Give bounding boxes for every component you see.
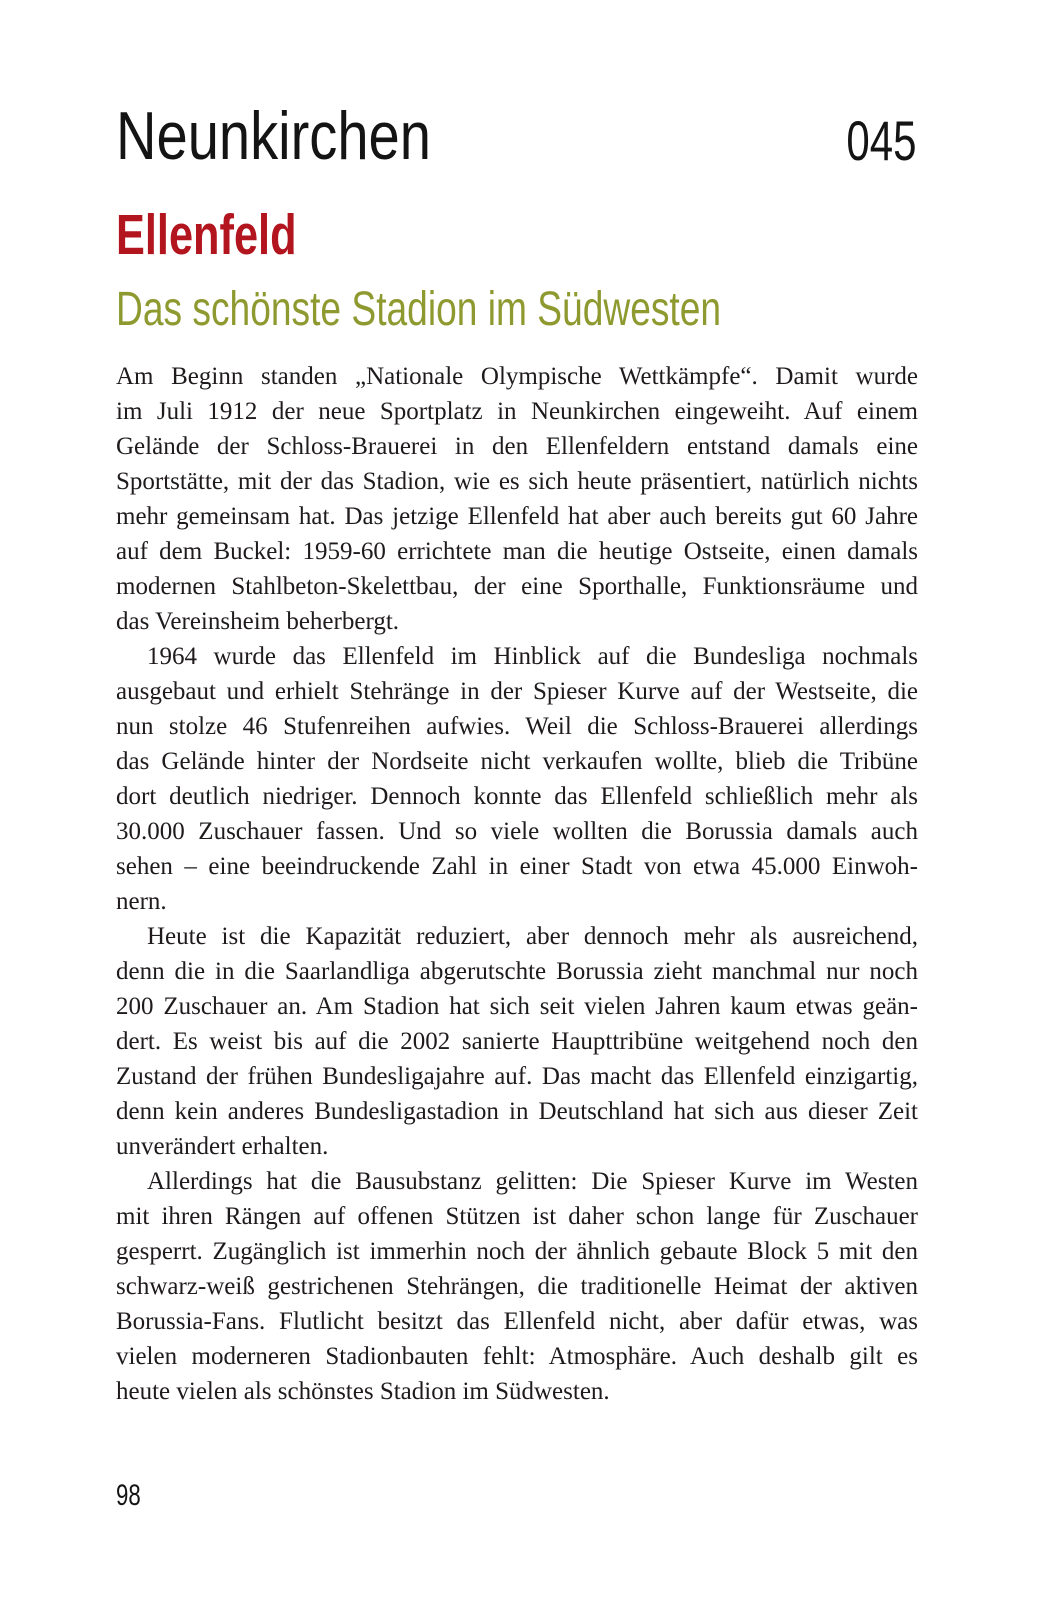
text-line: dert. Es weist bis auf die 2002 sanierte Haupttribüne weitgehend noch den xyxy=(116,1028,918,1055)
text-line: 30.000 Zuschauer fassen. Und so viele wollten die Borussia damals auch xyxy=(116,818,918,845)
entry-number: 045 xyxy=(845,109,916,172)
text-line: heute vielen als schönstes Stadion im Südwesten. xyxy=(116,1378,610,1405)
text-line: Allerdings hat die Bausubstanz gelitten: Die Spieser Kurve im Westen xyxy=(147,1168,918,1195)
text-line: vielen moderneren Stadionbauten fehlt: Atmosphäre. Auch deshalb gilt es xyxy=(116,1343,918,1370)
text-line: denn kein anderes Bundesligastadion in Deutschland hat sich aus dieser Zeit xyxy=(116,1098,918,1125)
text-line: Sportstätte, mit der das Stadion, wie es sich heute präsentiert, natürlich nichts xyxy=(116,468,918,495)
text-line: mehr gemeinsam hat. Das jetzige Ellenfeld hat aber auch bereits gut 60 Jahre xyxy=(116,503,918,530)
text-line: im Juli 1912 der neue Sportplatz in Neunkirchen eingeweiht. Auf einem xyxy=(116,398,918,425)
article-subtitle: Das schönste Stadion im Südwesten xyxy=(116,283,722,336)
text-line: denn die in die Saarlandliga abgerutschte Borussia zieht manchmal nur noch xyxy=(116,958,918,985)
article-body xyxy=(116,359,918,1409)
paragraph xyxy=(116,1164,918,1409)
text-line: ausgebaut und erhielt Stehränge in der Spieser Kurve auf der Westseite, die xyxy=(116,678,918,705)
text-line: schwarz-weiß gestrichenen Stehrängen, die traditionelle Heimat der aktiven xyxy=(116,1273,918,1300)
article-title: Ellenfeld xyxy=(116,203,297,267)
text-line: das Vereinsheim beherbergt. xyxy=(116,608,400,635)
text-line: nun stolze 46 Stufenreihen aufwies. Weil die Schloss-Brauerei allerdings xyxy=(116,713,918,740)
text-line: dort deutlich niedriger. Dennoch konnte das Ellenfeld schließlich mehr als xyxy=(116,783,918,810)
text-line: sehen – eine beeindruckende Zahl in einer Stadt von etwa 45.000 Einwoh- xyxy=(116,853,918,880)
text-line: 1964 wurde das Ellenfeld im Hinblick auf die Bundesliga nochmals xyxy=(147,643,918,670)
paragraph xyxy=(116,639,918,919)
text-line: Gelände der Schloss-Brauerei in den Ellenfeldern entstand damals eine xyxy=(116,433,918,460)
text-line: Borussia-Fans. Flutlicht besitzt das Ellenfeld nicht, aber dafür etwas, was xyxy=(116,1308,918,1335)
text-line: Heute ist die Kapazität reduziert, aber dennoch mehr als ausreichend, xyxy=(147,923,918,950)
chapter-title: Neunkirchen xyxy=(116,98,431,174)
text-line: auf dem Buckel: 1959-60 errichtete man die heutige Ostseite, einen damals xyxy=(116,538,918,565)
text-line: 200 Zuschauer an. Am Stadion hat sich seit vielen Jahren kaum etwas geän- xyxy=(116,993,918,1020)
text-line: das Gelände hinter der Nordseite nicht verkaufen wollte, blieb die Tribüne xyxy=(116,748,918,775)
text-line: Zustand der frühen Bundesligajahre auf. Das macht das Ellenfeld einzigartig, xyxy=(116,1063,918,1090)
text-line: nern. xyxy=(116,888,167,915)
text-line: modernen Stahlbeton-Skelettbau, der eine Sporthalle, Funktionsräume und xyxy=(116,573,918,600)
text-line: unverändert erhalten. xyxy=(116,1133,329,1160)
paragraph xyxy=(116,359,918,639)
paragraph xyxy=(116,919,918,1164)
text-line: Am Beginn standen „Nationale Olympische Wettkämpfe“. Damit wurde xyxy=(116,363,918,390)
text-line: mit ihren Rängen auf offenen Stützen ist daher schon lange für Zuschauer xyxy=(116,1203,918,1230)
text-line: gesperrt. Zugänglich ist immerhin noch der ähnlich gebaute Block 5 mit den xyxy=(116,1238,918,1265)
page-number: 98 xyxy=(116,1479,141,1512)
